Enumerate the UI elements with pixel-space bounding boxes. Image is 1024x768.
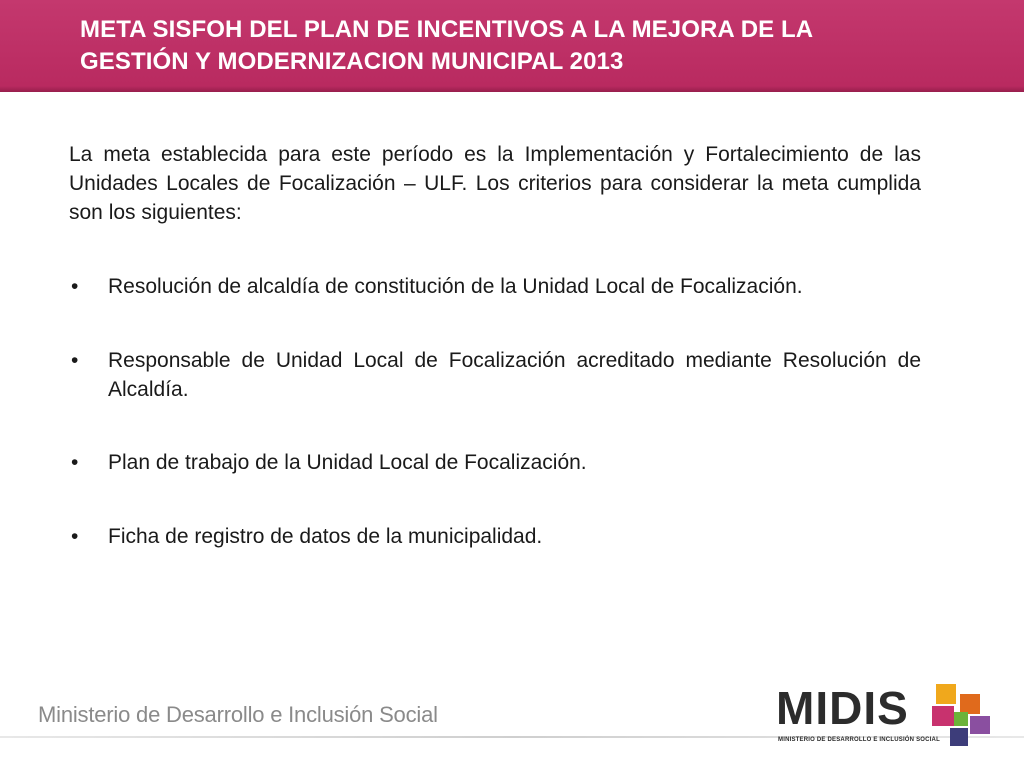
logo-square <box>932 706 954 726</box>
criteria-item <box>69 272 921 301</box>
logo-squares-icon <box>930 682 994 748</box>
bullet-icon: • <box>71 275 79 298</box>
logo-subtitle: MINISTERIO DE DESARROLLO E INCLUSIÓN SOCIAL <box>778 737 940 743</box>
logo-square <box>954 712 968 726</box>
title-banner <box>0 0 1024 92</box>
criteria-text: Plan de trabajo de la Unidad Local de Focalización. <box>108 451 587 474</box>
title-banner-shadow <box>0 86 1024 92</box>
criteria-text: Responsable de Unidad Local de Focalización acreditado mediante Resolución de Alcaldía. <box>108 349 921 401</box>
criteria-text: Resolución de alcaldía de constitución de la Unidad Local de Focalización. <box>108 275 803 298</box>
criteria-item <box>69 448 921 477</box>
slide-title <box>80 14 980 78</box>
criteria-item <box>69 522 921 551</box>
logo-square <box>950 728 968 746</box>
logo-square <box>970 716 990 734</box>
bullet-icon: • <box>71 525 79 548</box>
bullet-icon: • <box>71 349 79 372</box>
midis-logo <box>776 682 996 748</box>
criteria-text: Ficha de registro de datos de la municipalidad. <box>108 525 543 548</box>
logo-square <box>960 694 980 714</box>
slide-title-line-1: META SISFOH DEL PLAN DE INCENTIVOS A LA MEJORA DE LA <box>80 16 814 43</box>
criteria-list <box>69 272 921 551</box>
slide-title-line-2: GESTIÓN Y MODERNIZACION MUNICIPAL 2013 <box>80 48 624 75</box>
logo-square <box>936 684 956 704</box>
intro-paragraph: La meta establecida para este período es la Implementación y Fortalecimiento de las Unidades Locales de Focalización – ULF. Los criterios para considerar la meta cumplida son los siguientes: <box>69 143 921 224</box>
slide-body <box>69 140 921 551</box>
logo-wordmark: MIDIS <box>776 682 909 734</box>
criteria-item <box>69 346 921 404</box>
footer-ministry-name: Ministerio de Desarrollo e Inclusión Social <box>38 702 438 727</box>
bullet-icon: • <box>71 451 79 474</box>
